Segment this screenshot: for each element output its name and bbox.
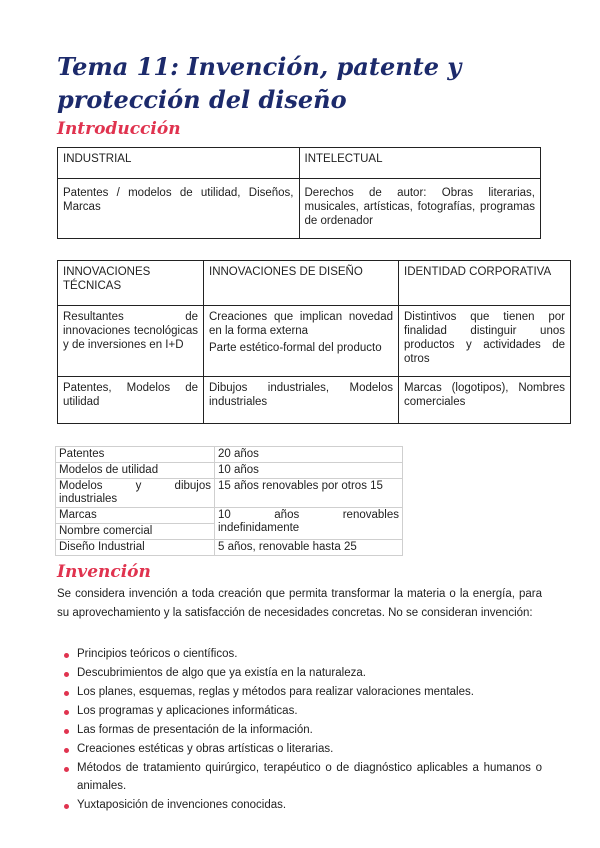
table-cell: Marcas — [56, 508, 215, 524]
bullet-icon — [64, 710, 69, 715]
table-header-cell: INTELECTUAL — [299, 148, 541, 179]
table-header-cell: INNOVACIONES DE DISEÑO — [204, 261, 399, 306]
table-cell: Nombre comercial — [56, 524, 215, 540]
table-row — [56, 540, 403, 556]
list-item: Yuxtaposición de invenciones conocidas. — [57, 797, 542, 815]
invencion-list — [57, 646, 542, 816]
table-cell: Patentes, Modelos de utilidad — [58, 377, 204, 424]
table-cell: Patentes — [56, 447, 215, 463]
section-heading-invencion: Invención — [57, 562, 151, 582]
table-cell: Marcas (logotipos), Nombres comerciales — [399, 377, 571, 424]
invencion-paragraph: Se considera invención a toda creación que permita transformar la materia o la energía, para su aprovechamiento y la satisfacción de necesidades concretas. No se consideran invención: — [57, 588, 542, 619]
table-header-cell: INNOVACIONES TÉCNICAS — [58, 261, 204, 306]
list-item: Las formas de presentación de la información. — [57, 722, 542, 740]
bullet-icon — [64, 767, 69, 772]
section-heading-introduccion: Introducción — [57, 119, 181, 139]
table-header-cell: IDENTIDAD CORPORATIVA — [399, 261, 571, 306]
table-cell — [204, 306, 399, 377]
table-row — [56, 508, 403, 524]
table-cell: Patentes / modelos de utilidad, Diseños, Marcas — [58, 179, 300, 239]
table-row — [56, 479, 403, 508]
list-item: Descubrimientos de algo que ya existía en la naturaleza. — [57, 665, 542, 683]
list-item: Creaciones estéticas y obras artísticas o literarias. — [57, 741, 542, 759]
bullet-icon — [64, 653, 69, 658]
cell-line: Creaciones que implican novedad en la forma externa — [209, 311, 393, 337]
bullet-icon — [64, 729, 69, 734]
table-row — [58, 306, 571, 377]
list-item: Los programas y aplicaciones informáticas. — [57, 703, 542, 721]
table-cell: Derechos de autor: Obras literarias, musicales, artísticas, fotografías, programas de ordenador — [299, 179, 541, 239]
bullet-icon — [64, 748, 69, 753]
list-item: Los planes, esquemas, reglas y métodos para realizar valoraciones mentales. — [57, 684, 542, 702]
table-row — [58, 148, 541, 179]
table-cell: Modelos y dibujos industriales — [56, 479, 215, 508]
table-row — [58, 377, 571, 424]
table-header-cell: INDUSTRIAL — [58, 148, 300, 179]
list-item: Principios teóricos o científicos. — [57, 646, 542, 664]
list-item: Métodos de tratamiento quirúrgico, terapéutico o de diagnóstico aplicables a humanos o animales. — [57, 760, 542, 795]
table-row — [56, 447, 403, 463]
table-cell: 15 años renovables por otros 15 — [215, 479, 403, 508]
innovaciones-table — [57, 260, 571, 424]
table-cell: Distintivos que tienen por finalidad distinguir unos productos y actividades de otros — [399, 306, 571, 377]
table-row — [58, 179, 541, 239]
cell-line: Parte estético-formal del producto — [209, 342, 382, 354]
table-cell: Dibujos industriales, Modelos industriales — [204, 377, 399, 424]
table-cell: 20 años — [215, 447, 403, 463]
table-cell: Diseño Industrial — [56, 540, 215, 556]
table-cell: Modelos de utilidad — [56, 463, 215, 479]
bullet-icon — [64, 691, 69, 696]
industrial-intelectual-table — [57, 147, 541, 239]
duracion-table — [55, 446, 403, 556]
table-cell: Resultantes de innovaciones tecnológicas y de inversiones en I+D — [58, 306, 204, 377]
table-cell: 5 años, renovable hasta 25 — [215, 540, 403, 556]
table-row — [56, 463, 403, 479]
bullet-icon — [64, 672, 69, 677]
table-cell: 10 años renovables indefinidamente — [215, 508, 403, 540]
page-title: Tema 11: Invención, patente y protección del diseño — [57, 52, 462, 114]
table-row — [58, 261, 571, 306]
bullet-icon — [64, 804, 69, 809]
table-cell: 10 años — [215, 463, 403, 479]
